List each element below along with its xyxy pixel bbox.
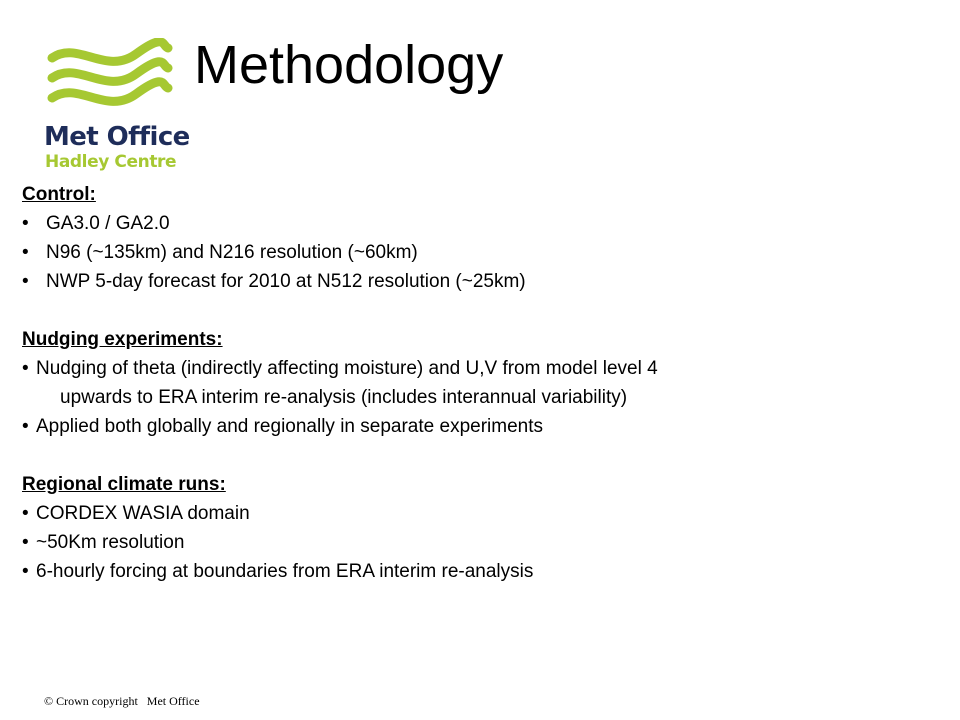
list-item (22, 528, 922, 557)
list-item (22, 209, 922, 238)
copyright-footer: © Crown copyright Met Office (44, 694, 200, 708)
wave-logo-icon (44, 38, 174, 120)
control-section (22, 180, 922, 296)
slide-content (22, 180, 922, 615)
list-item-text: Nudging of theta (indirectly affecting moisture) and U,V from model level 4 (36, 358, 658, 379)
page-title: Methodology (194, 35, 504, 95)
bullet-marker: • (22, 532, 29, 553)
section-heading-regional: Regional climate runs: (22, 474, 226, 495)
list-item-text: upwards to ERA interim re-analysis (includes interannual variability) (60, 387, 628, 408)
list-item-text: Applied both globally and regionally in separate experiments (36, 416, 543, 437)
list-item-text: N96 (~135km) and N216 resolution (~60km) (46, 242, 418, 263)
list-item-text: CORDEX WASIA domain (36, 503, 250, 524)
list-item (22, 412, 922, 441)
list-item (22, 238, 922, 267)
section-heading-control: Control: (22, 184, 96, 205)
met-office-logo (40, 38, 190, 174)
bullet-marker: • (22, 561, 29, 582)
list-item-text: ~50Km resolution (36, 532, 185, 553)
bullet-marker: • (22, 358, 29, 379)
list-item (22, 499, 922, 528)
list-item (22, 557, 922, 586)
list-item-text: NWP 5-day forecast for 2010 at N512 resolution (~25km) (46, 271, 526, 292)
bullet-marker: • (22, 503, 29, 524)
section-heading-nudging: Nudging experiments: (22, 329, 223, 350)
bullet-marker: • (22, 271, 29, 292)
list-item-text: GA3.0 / GA2.0 (46, 213, 170, 234)
list-item (22, 354, 922, 383)
regional-section (22, 470, 922, 586)
logo-sub-text: Hadley Centre (45, 152, 177, 172)
list-item (22, 267, 922, 296)
logo-brand-text: Met Office (44, 122, 190, 152)
bullet-marker: • (22, 242, 29, 263)
list-item-text: 6-hourly forcing at boundaries from ERA interim re-analysis (36, 561, 534, 582)
nudging-section (22, 325, 922, 441)
bullet-marker: • (22, 416, 29, 437)
bullet-marker: • (22, 213, 29, 234)
list-item-continuation (22, 383, 922, 412)
